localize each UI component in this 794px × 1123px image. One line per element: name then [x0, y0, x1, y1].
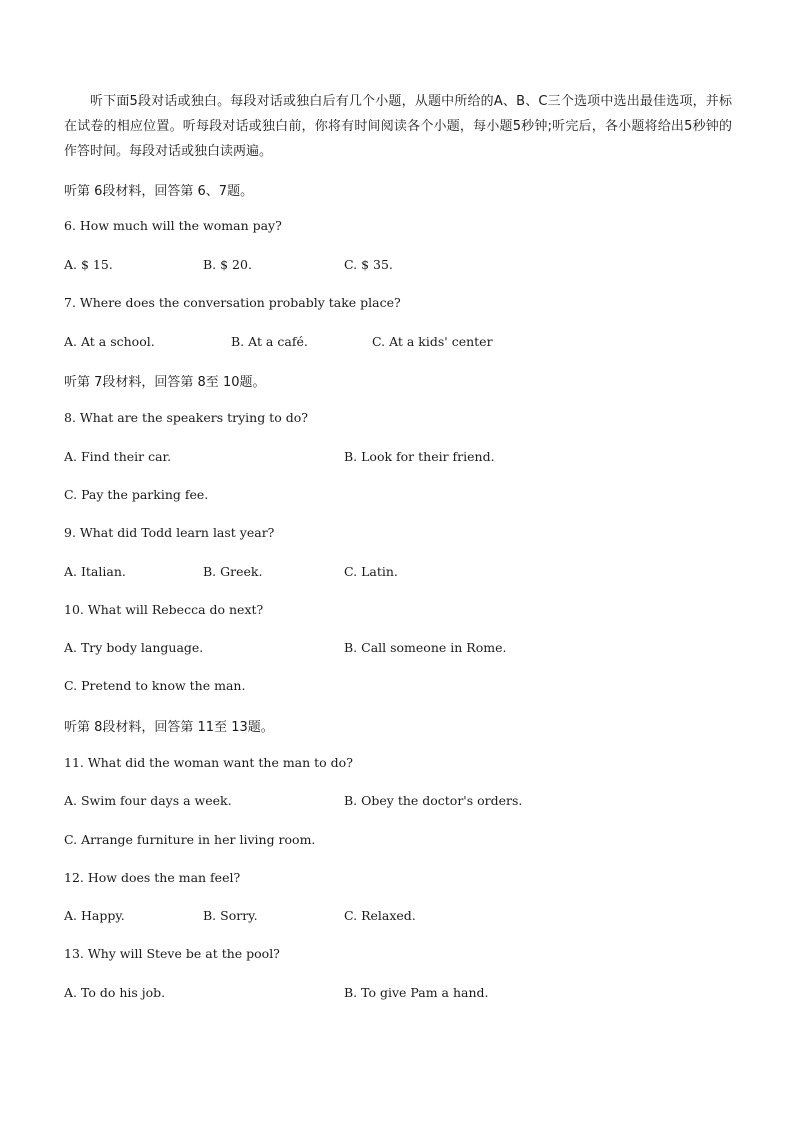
- q7-option-c: C. At a kids' center: [372, 334, 493, 349]
- q12-option-a: A. Happy.: [64, 908, 125, 923]
- q6-option-c: C. $ 35.: [344, 257, 393, 272]
- q8-option-c: C. Pay the parking fee.: [64, 487, 209, 502]
- q8-option-b: B. Look for their friend.: [344, 449, 495, 464]
- question-13: 13. Why will Steve be at the pool?: [64, 946, 280, 961]
- q7-option-b: B. At a café.: [231, 334, 308, 349]
- q13-option-b: B. To give Pam a hand.: [344, 985, 489, 1000]
- listening-instructions: 听下面5段对话或独白。每段对话或独白后有几个小题，从题中所给的A、B、C三个选项中选出最佳选项，并标在试卷的相应位置。听每段对话或独白前，你将有时间阅读各个小题，每小题5秒钟;听完后，各小题将给出5秒钟的作答时间。每段对话或独白读两遍。: [64, 94, 732, 159]
- q11-option-c: C. Arrange furniture in her living room.: [64, 832, 316, 847]
- q7-option-a: A. At a school.: [64, 334, 155, 349]
- section-heading-6: 听第 6段材料，回答第 6、7题。: [64, 184, 254, 199]
- question-12: 12. How does the man feel?: [64, 870, 241, 885]
- q9-option-c: C. Latin.: [344, 564, 398, 579]
- question-9: 9. What did Todd learn last year?: [64, 525, 275, 540]
- q8-option-a: A. Find their car.: [64, 449, 172, 464]
- q11-option-a: A. Swim four days a week.: [64, 793, 232, 808]
- q6-option-b: B. $ 20.: [203, 257, 252, 272]
- q11-option-b: B. Obey the doctor's orders.: [344, 793, 523, 808]
- question-7: 7. Where does the conversation probably take place?: [64, 295, 401, 310]
- q13-option-a: A. To do his job.: [64, 985, 166, 1000]
- q10-option-c: C. Pretend to know the man.: [64, 678, 246, 693]
- question-8: 8. What are the speakers trying to do?: [64, 410, 308, 425]
- question-6: 6. How much will the woman pay?: [64, 218, 282, 233]
- q9-option-b: B. Greek.: [203, 564, 263, 579]
- question-10: 10. What will Rebecca do next?: [64, 602, 264, 617]
- q9-option-a: A. Italian.: [64, 564, 126, 579]
- q10-option-b: B. Call someone in Rome.: [344, 640, 507, 655]
- question-11: 11. What did the woman want the man to do?: [64, 755, 353, 770]
- q6-option-a: A. $ 15.: [64, 257, 113, 272]
- q12-option-b: B. Sorry.: [203, 908, 258, 923]
- q10-option-a: A. Try body language.: [64, 640, 204, 655]
- section-heading-8: 听第 8段材料，回答第 11至 13题。: [64, 720, 274, 735]
- q12-option-c: C. Relaxed.: [344, 908, 416, 923]
- section-heading-7: 听第 7段材料，回答第 8至 10题。: [64, 375, 266, 390]
